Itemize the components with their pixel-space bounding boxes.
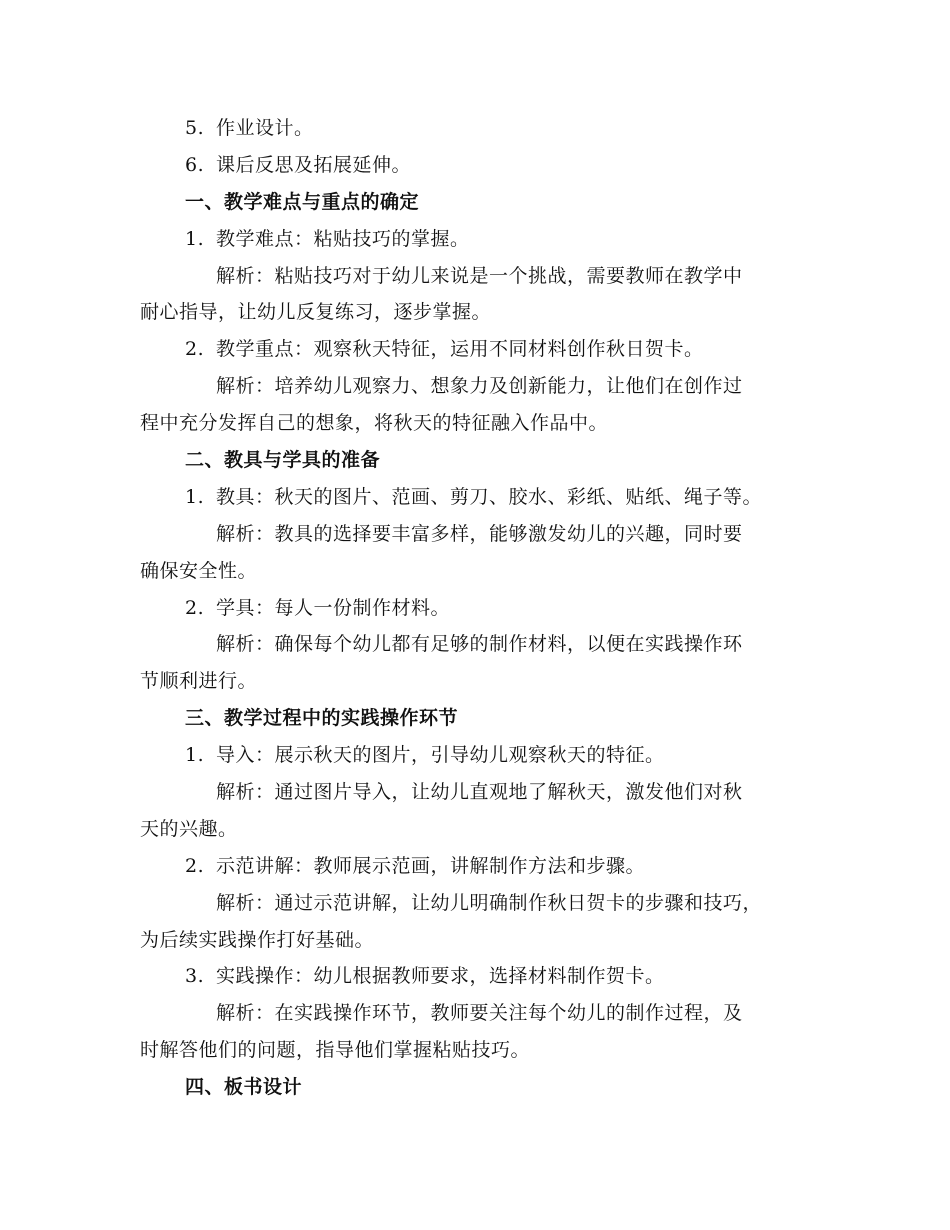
analysis-line: 确保安全性。	[140, 559, 258, 582]
list-item	[140, 590, 820, 627]
item-text: 导入：展示秋天的图片，引导幼儿观察秋天的特征。	[216, 744, 665, 767]
list-item	[140, 479, 820, 516]
analysis-line: 解析：粘贴技巧对于幼儿来说是一个挑战，需要教师在教学中	[216, 264, 743, 287]
list-item	[140, 958, 820, 995]
analysis-line: 解析：确保每个幼儿都有足够的制作材料，以便在实践操作环	[216, 633, 743, 656]
item-text: 教学重点：观察秋天特征，运用不同材料创作秋日贺卡。	[216, 338, 704, 361]
list-item	[140, 110, 820, 147]
analysis-line: 解析：通过示范讲解，让幼儿明确制作秋日贺卡的步骤和技巧，	[216, 891, 763, 914]
analysis-line: 解析：通过图片导入，让幼儿直观地了解秋天，激发他们对秋	[216, 781, 743, 804]
item-number: 2.	[185, 596, 205, 619]
item-text: 学具：每人一份制作材料。	[216, 596, 451, 619]
analysis-line: 耐心指导，让幼儿反复练习，逐步掌握。	[140, 301, 492, 324]
document-body	[140, 110, 820, 1106]
item-number: 6.	[185, 153, 205, 176]
analysis-line: 程中充分发挥自己的想象，将秋天的特征融入作品中。	[140, 412, 609, 435]
list-item	[140, 221, 820, 258]
item-number: 1.	[185, 227, 205, 250]
item-text: 教具：秋天的图片、范画、剪刀、胶水、彩纸、贴纸、绳子等。	[216, 485, 763, 508]
item-number: 5.	[185, 117, 205, 139]
item-text: 教学难点：粘贴技巧的掌握。	[216, 227, 470, 250]
analysis-line: 解析：培养幼儿观察力、想象力及创新能力，让他们在创作过	[216, 375, 743, 398]
analysis-line: 节顺利进行。	[140, 670, 258, 693]
item-text: 实践操作：幼儿根据教师要求，选择材料制作贺卡。	[216, 965, 665, 988]
list-item	[140, 848, 820, 885]
item-number: 1.	[185, 485, 205, 508]
item-number: 2.	[185, 854, 205, 877]
list-item	[140, 331, 820, 368]
analysis-line: 为后续实践操作打好基础。	[140, 928, 375, 951]
section-heading: 二、教具与学具的准备	[185, 449, 381, 472]
section-heading: 三、教学过程中的实践操作环节	[185, 707, 459, 730]
analysis-line: 解析：教具的选择要丰富多样，能够激发幼儿的兴趣，同时要	[216, 522, 743, 545]
list-item	[140, 147, 820, 184]
item-number: 3.	[185, 965, 205, 988]
item-text: 作业设计。	[216, 117, 314, 139]
section-heading: 四、板书设计	[185, 1076, 303, 1099]
item-text: 课后反思及拓展延伸。	[216, 153, 412, 176]
section-heading: 一、教学难点与重点的确定	[185, 190, 420, 213]
list-item	[140, 737, 820, 774]
item-number: 2.	[185, 338, 205, 361]
item-text: 示范讲解：教师展示范画，讲解制作方法和步骤。	[216, 854, 646, 877]
analysis-line: 时解答他们的问题，指导他们掌握粘贴技巧。	[140, 1039, 531, 1062]
item-number: 1.	[185, 744, 205, 767]
analysis-line: 解析：在实践操作环节，教师要关注每个幼儿的制作过程，及	[216, 1002, 743, 1025]
analysis-line: 天的兴趣。	[140, 817, 238, 840]
